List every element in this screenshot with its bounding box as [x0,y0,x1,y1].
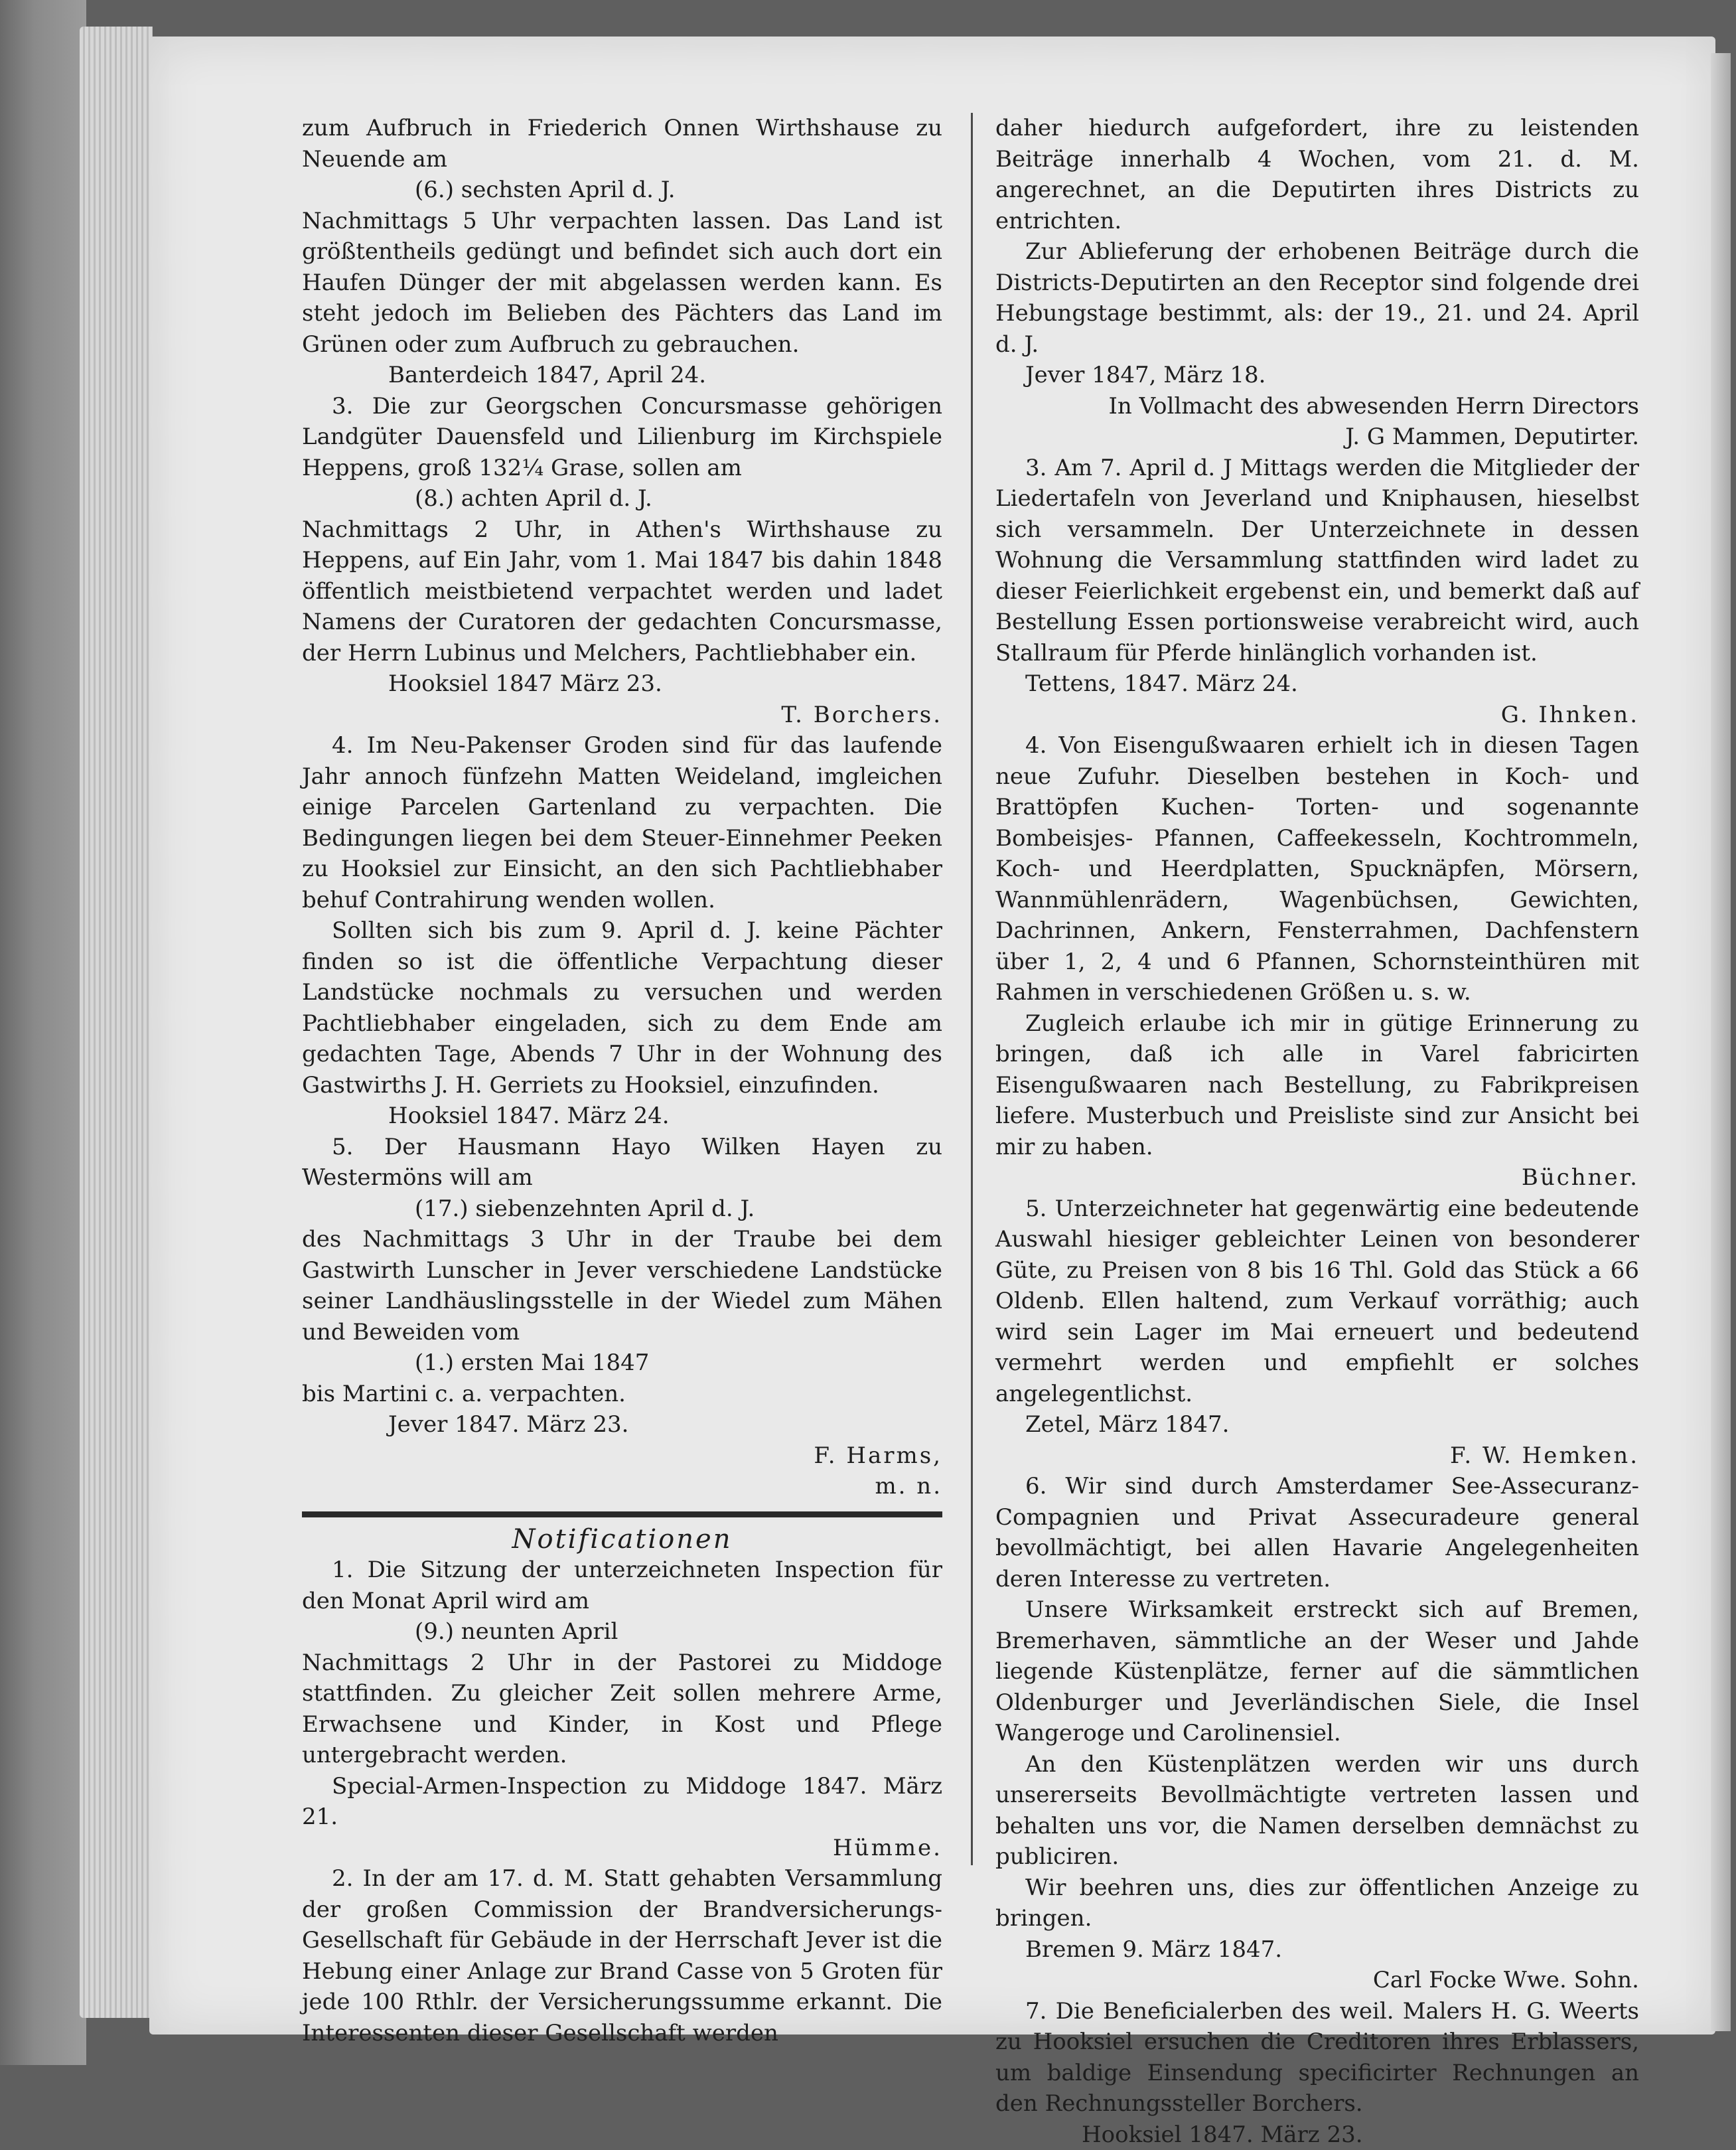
right-page-edge [1711,53,1731,2031]
notice-text: 1. Die Sitzung der unterzeichneten Inspection für den Monat April wird am [302,1555,942,1616]
notice-text: Zugleich erlaube ich mir in gütige Erinnerung zu bringen, daß ich alle in Varel fabricirten Eisengußwaaren nach Bestellung, zu Fabrikpreisen liefere. Musterbuch und Preisliste sind zur Ansicht bei mir zu haben. [995,1008,1639,1163]
notice-date: (6.) sechsten April d. J. [302,175,942,206]
notice-place-date: Tettens, 1847. März 24. [995,668,1639,700]
notice-place-date: Special-Armen-Inspection zu Middoge 1847. März 21. [302,1771,942,1833]
notice-text: 7. Die Beneficialerben des weil. Malers H. G. Weerts zu Hooksiel ersuchen die Creditoren ihres Erblassers, um baldige Einsendung specificirter Rechnungen an den Rechnungssteller Borchers. [995,1996,1639,2119]
notice-text: Unsere Wirksamkeit erstreckt sich auf Bremen, Bremerhaven, sämmtliche an der Weser und Jahde liegende Küstenplätze, ferner auf die sämmtlichen Oldenburger und Jeverländischen Siele, die Insel Wangeroge und Carolinensiel. [995,1594,1639,1749]
notice-text: 6. Wir sind durch Amsterdamer See-Assecuranz-Compagnien und Privat Assecuradeure general bevollmächtigt, bei allen Havarie Angelegenheiten deren Interesse zu vertreten. [995,1471,1639,1594]
notice-signature: Büchner. [995,1162,1639,1193]
notice-text: Nachmittags 2 Uhr in der Pastorei zu Middoge stattfinden. Zu gleicher Zeit sollen mehrere Arme, Erwachsene und Kinder, in Kost und Pflege untergebracht werden. [302,1648,942,1771]
notice-signature: Hümme. [302,1833,942,1864]
notice-text: 3. Die zur Georgschen Concursmasse gehörigen Landgüter Dauensfeld und Lilienburg im Kirchspiele Heppens, groß 132¼ Grase, sollen am [302,391,942,484]
notice-text: Sollten sich bis zum 9. April d. J. keine Pächter finden so ist die öffentliche Verpachtung dieser Landstücke nochmals zu versuchen und werden Pachtliebhaber eingeladen, sich zu dem Ende am gedachten Tage, Abends 7 Uhr in der Wohnung des Gastwirths J. H. Gerriets zu Hooksiel, einzufinden. [302,915,942,1101]
notice-text: 5. Unterzeichneter hat gegenwärtig eine bedeutende Auswahl hiesiger gebleichter Leinen von besonderer Güte, zu Preisen von 8 bis 16 Thl. Gold das Stück a 66 Oldenb. Ellen haltend, zum Verkauf vorräthig; auch wird sein Lager im Mai erneuert und bedeutend vermehrt werden und empfiehlt er solches angelegentlichst. [995,1193,1639,1410]
left-column [302,113,942,2048]
notice-place-date: Hooksiel 1847 März 23. [302,668,942,700]
page-edges [80,27,153,2018]
notice-text: Nachmittags 5 Uhr verpachten lassen. Das Land ist größtentheils gedüngt und befindet sich auch dort ein Haufen Dünger der mit abgelassen werden kann. Es steht jedoch im Belieben des Pächters das Land im Grünen oder zum Aufbruch zu gebrauchen. [302,206,942,360]
right-column [995,113,1639,2150]
notice-text: des Nachmittags 3 Uhr in der Traube bei dem Gastwirth Lunscher in Jever verschiedene Landstücke seiner Landhäuslingsstelle in der Wiedel zum Mähen und Beweiden vom [302,1224,942,1347]
notice-text: 5. Der Hausmann Hayo Wilken Hayen zu Westermöns will am [302,1132,942,1193]
notice-text: An den Küstenplätzen werden wir uns durch unsererseits Bevollmächtigte vertreten lassen und behalten uns vor, die Namen derselben demnächst zu publiciren. [995,1749,1639,1873]
notice-signature: F. W. Hemken. [995,1440,1639,1472]
notice-place-date: Bremen 9. März 1847. [995,1934,1639,1965]
notice-text: 4. Von Eisengußwaaren erhielt ich in diesen Tagen neue Zufuhr. Dieselben bestehen in Koch- und Brattöpfen Kuchen- Torten- und sogenannte Bombeisjes- Pfannen, Caffeekesseln, Kochtrommeln, Koch- und Heerdplatten, Spucknäpfen, Mörsern, Wannmühlenrädern, Wagenbüchsen, Gewichten, Dachrinnen, Ankern, Fensterrahmen, Dachfenstern über 1, 2, 4 und 6 Pfannen, Schornsteinthüren mit Rahmen in verschiedenen Größen u. s. w. [995,730,1639,1008]
notice-place-date: Jever 1847. März 23. [302,1409,942,1440]
column-divider [971,113,973,1865]
notice-text: 4. Im Neu-Pakenser Groden sind für das laufende Jahr annoch fünfzehn Matten Weideland, imgleichen einige Parcelen Gartenland zu verpachten. Die Bedingungen liegen bei dem Steuer-Einnehmer Peeken zu Hooksiel zur Einsicht, an den sich Pachtliebhaber behuf Contrahirung wenden wollen. [302,730,942,915]
notice-signature: Carl Focke Wwe. Sohn. [995,1965,1639,1996]
notice-signature-note: m. n. [302,1471,942,1502]
notice-signature: T. Borchers. [302,700,942,731]
notice-place-date: Zetel, März 1847. [995,1409,1639,1440]
notice-text: zum Aufbruch in Friederich Onnen Wirthshause zu Neuende am [302,113,942,175]
notice-text: daher hiedurch aufgefordert, ihre zu leistenden Beiträge innerhalb 4 Wochen, vom 21. d. M. angerechnet, an die Deputirten ihres Districts zu entrichten. [995,113,1639,236]
notice-text: Nachmittags 2 Uhr, in Athen's Wirthshause zu Heppens, auf Ein Jahr, vom 1. Mai 1847 bis dahin 1848 öffentlich meistbietend verpachtet werden und ladet Namens der Curatoren der gedachten Concursmasse, der Herrn Lubinus und Melchers, Pachtliebhaber ein. [302,514,942,669]
notice-text: Zur Ablieferung der erhobenen Beiträge durch die Districts-Deputirten an den Receptor sind folgende drei Hebungstage bestimmt, als: der 19., 21. und 24. April d. J. [995,236,1639,360]
notice-text: bis Martini c. a. verpachten. [302,1379,942,1410]
book-spine [0,0,86,2065]
notice-date: (17.) siebenzehnten April d. J. [302,1193,942,1225]
notice-text: Wir beehren uns, dies zur öffentlichen Anzeige zu bringen. [995,1873,1639,1934]
notice-date: (1.) ersten Mai 1847 [302,1347,942,1379]
notice-signature: F. Harms, [302,1440,942,1472]
section-heading: Notificationen [302,1524,942,1555]
notice-signature: In Vollmacht des abwesenden Herrn Directors [995,391,1639,422]
notice-place-date: Hooksiel 1847. März 23. [995,2119,1639,2150]
notice-text: 3. Am 7. April d. J Mittags werden die Mitglieder der Liedertafeln von Jeverland und Kniphausen, hieselbst sich versammeln. Der Unterzeichnete in dessen Wohnung die Versammlung stattfinden wird ladet zu dieser Feierlichkeit ergebenst ein, und bemerkt daß auf Bestellung Essen portionsweise verabreicht wird, auch Stallraum für Pferde hinlänglich vorhanden ist. [995,453,1639,669]
notice-text: 2. In der am 17. d. M. Statt gehabten Versammlung der großen Commission der Brandversicherungs-Gesellschaft für Gebäude in der Herrschaft Jever ist die Hebung einer Anlage zur Brand Casse von 5 Groten für jede 100 Rthlr. der Versicherungssumme erkannt. Die Interessenten dieser Gesellschaft werden [302,1863,942,2048]
notice-date: (8.) achten April d. J. [302,483,942,514]
notice-place-date: Hooksiel 1847. März 24. [302,1101,942,1132]
section-rule [302,1511,942,1517]
notice-place-date: Banterdeich 1847, April 24. [302,360,942,391]
notice-signature: J. G Mammen, Deputirter. [995,422,1639,453]
notice-date: (9.) neunten April [302,1616,942,1648]
notice-signature: G. Ihnken. [995,700,1639,731]
notice-place-date: Jever 1847, März 18. [995,360,1639,391]
